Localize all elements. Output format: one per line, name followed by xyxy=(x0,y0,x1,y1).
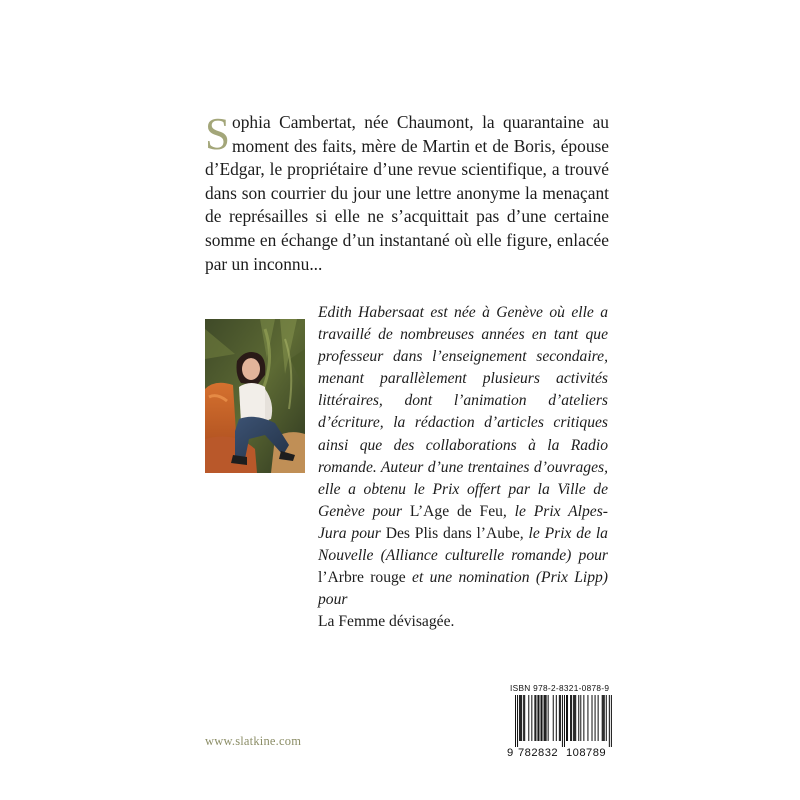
barcode-bar xyxy=(575,695,576,741)
barcode-bar xyxy=(595,695,596,741)
barcode-bar xyxy=(573,695,574,741)
barcode-bar xyxy=(546,695,547,741)
barcode-bar xyxy=(602,695,603,741)
synopsis-text: ophia Cambertat, née Chaumont, la quarantaine au moment des faits, mère de Martin et de Boris, épouse d’Edgar, le propriétaire d’une revue scientifique, a trouvé dans son courrier du jour une lettre anonyme la menaçant de représailles si elle ne s’acquittait pas d’une certaine somme en échange d’un instantané où elle figure, enlacée par un inconnu... xyxy=(205,112,609,274)
book-title-3: l’Arbre rouge xyxy=(318,569,406,587)
barcode-bar xyxy=(606,695,607,741)
barcode-bar xyxy=(544,695,545,741)
barcode-bar xyxy=(548,695,549,741)
barcode-bar xyxy=(564,695,565,747)
book-title-2: Des Plis dans l’Aube xyxy=(385,524,520,542)
book-title-1: L’Age de Feu xyxy=(409,502,503,520)
ean-right-group: 108789 xyxy=(566,747,607,759)
barcode-bar xyxy=(542,695,543,741)
barcode-bar xyxy=(524,695,525,741)
bio-paragraph xyxy=(318,302,608,611)
bio-text-1: Edith Habersaat est née à Genève où elle a travaillé de nombreuses années en tant que professeur dans l’enseignement secondaire, menant parallèlement plusieurs activités littéraires, dont l’animation d’ateliers d’écriture, la rédaction d’articles critiques ainsi que des collaborations à la Radio romande. Auteur d’une trentaines d’ouvrages, elle a obtenu le Prix offert par la Ville de Genève pour xyxy=(318,304,608,520)
synopsis xyxy=(205,111,609,276)
bio-text-2: , le Prix Alpes-Jura pour xyxy=(318,502,608,542)
drop-cap: S xyxy=(205,109,231,159)
barcode-bar xyxy=(556,695,557,741)
barcode-bar xyxy=(531,695,532,741)
barcode-bar xyxy=(535,695,536,741)
barcode-bar xyxy=(553,695,554,741)
barcode-bar xyxy=(521,695,522,741)
bio-text-4: et une nomination (Prix Lipp) pour xyxy=(318,569,609,609)
barcode-bar xyxy=(567,695,568,741)
barcode-bar xyxy=(562,695,563,747)
barcode-bar xyxy=(580,695,581,741)
barcode-bar xyxy=(515,695,516,747)
author-bio xyxy=(318,302,608,633)
ean-left-group: 782832 xyxy=(518,747,559,759)
synopsis-paragraph xyxy=(205,111,609,276)
barcode-bar xyxy=(592,695,593,741)
isbn-label: ISBN 978-2-8321-0878-9 xyxy=(510,683,610,693)
barcode-bar xyxy=(566,695,567,741)
barcode-bar xyxy=(609,695,610,747)
book-title-4: La Femme dévisagée. xyxy=(318,613,455,631)
author-photo xyxy=(205,319,305,473)
barcode-bar xyxy=(534,695,535,741)
barcode-bar xyxy=(560,695,561,741)
barcode-bar xyxy=(541,695,542,741)
ean-digits xyxy=(507,747,612,761)
barcode-bar xyxy=(570,695,571,741)
barcode-bar xyxy=(587,695,588,741)
barcode-bar xyxy=(559,695,560,741)
bio-last-line xyxy=(318,611,608,633)
barcode-bar xyxy=(520,695,521,741)
barcode-bar xyxy=(574,695,575,741)
barcode-bar xyxy=(604,695,605,741)
barcode-bar xyxy=(603,695,604,741)
barcode-bar xyxy=(537,695,538,741)
isbn-barcode-block xyxy=(507,683,612,761)
barcode-bar xyxy=(598,695,599,741)
barcode-bar xyxy=(545,695,546,741)
publisher-website: www.slatkine.com xyxy=(205,734,302,748)
barcode-bar xyxy=(611,695,612,747)
bio-text-3: , le Prix de la Nouvelle (Alliance culturelle romande) pour xyxy=(318,524,608,565)
barcode xyxy=(507,695,612,747)
barcode-bar xyxy=(578,695,579,741)
barcode-bar xyxy=(583,695,584,741)
barcode-bar xyxy=(528,695,529,741)
barcode-bar xyxy=(538,695,539,741)
barcode-bar xyxy=(571,695,572,741)
barcode-bar xyxy=(517,695,518,747)
barcode-bar xyxy=(519,695,520,741)
barcode-bar xyxy=(523,695,524,741)
ean-first-digit: 9 xyxy=(507,747,514,759)
